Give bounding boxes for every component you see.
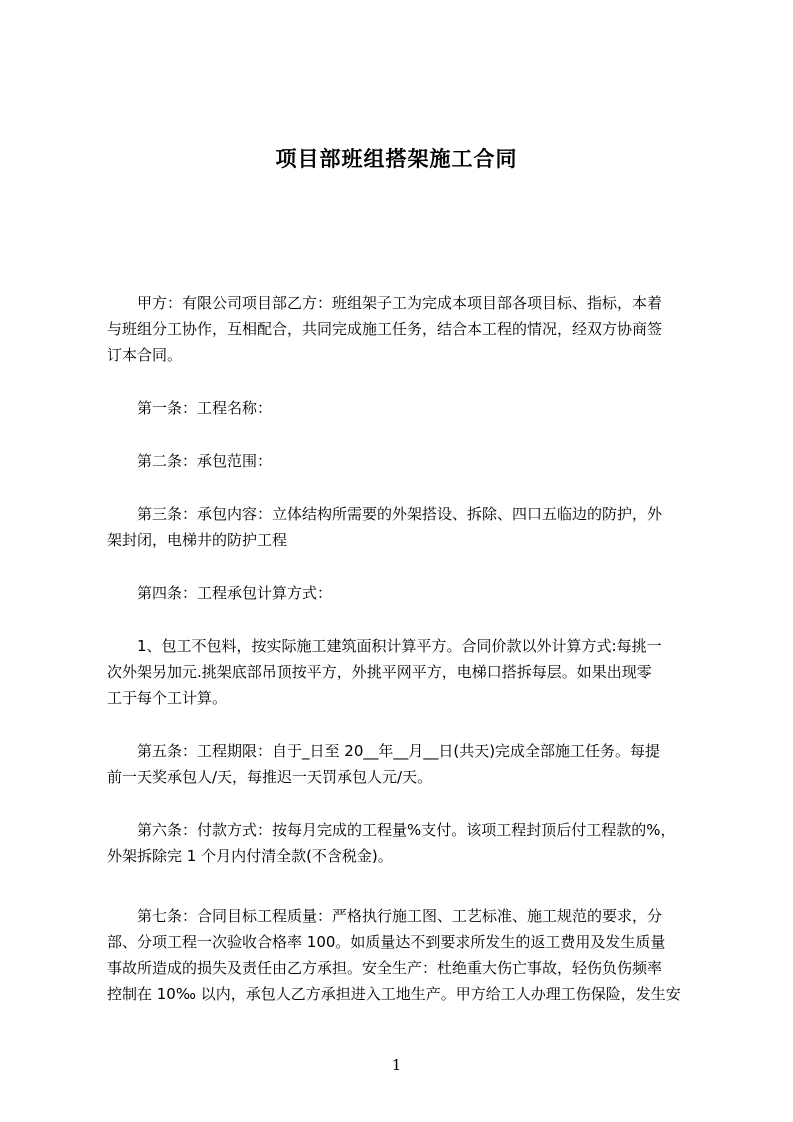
paragraph-line: 与班组分工协作，互相配合，共同完成施工任务，结合本工程的情况，经双方协商签: [107, 320, 663, 338]
paragraph-clause-1: [107, 633, 699, 711]
paragraph-line: 1、包工不包料，按实际施工建筑面积计算平方。合同价款以外计算方式:每挑一: [107, 637, 662, 655]
paragraph-line: 架封闭，电梯井的防护工程: [107, 531, 288, 549]
paragraph-article-4: [107, 580, 699, 606]
paragraph-line: 第四条：工程承包计算方式：: [107, 584, 333, 602]
paragraph-article-1: [107, 395, 699, 421]
paragraph-line: 第七条：合同目标工程质量：严格执行施工图、工艺标准、施工规范的要求，分: [107, 907, 663, 925]
paragraph-article-3: [107, 501, 699, 553]
paragraph-line: 第三条：承包内容：立体结构所需要的外架搭设、拆除、四口五临边的防护，外: [107, 505, 663, 523]
paragraph-article-5: [107, 738, 699, 790]
document-title: 项目部班组搭架施工合同: [275, 147, 518, 171]
paragraph-line: 订本合同。: [107, 346, 183, 364]
paragraph-article-6: [107, 817, 699, 869]
paragraph-article-2: [107, 448, 699, 474]
paragraph-line: 工于每个工计算。: [107, 689, 228, 707]
paragraph-line: 第二条：承包范围：: [107, 452, 273, 470]
paragraph-line: 第六条：付款方式：按每月完成的工程量%支付。该项工程封顶后付工程款的%，: [107, 821, 676, 839]
paragraph-line: 事故所造成的损失及责任由乙方承担。安全生产：杜绝重大伤亡事故，轻伤负伤频率: [107, 959, 663, 977]
paragraph-parties: [107, 290, 699, 368]
paragraph-line: 控制在 10‰ 以内，承包人乙方承担进入工地生产。甲方给工人办理工伤保险，发生安: [107, 985, 681, 1003]
paragraph-line: 外架拆除完 1 个月内付清全款(不含税金)。: [107, 847, 393, 865]
page-number: 1: [391, 1056, 402, 1074]
paragraph-line: 前一天奖承包人/天，每推迟一天罚承包人元/天。: [107, 768, 433, 786]
paragraph-line: 部、分项工程一次验收合格率 100。如质量达不到要求所发生的返工费用及发生质量: [107, 933, 666, 951]
paragraph-line: 第五条：工程期限：自于_日至 20__年__月__日(共天)完成全部施工任务。每提: [107, 742, 661, 760]
paragraph-line: 次外架另加元.挑架底部吊顶按平方，外挑平网平方，电梯口搭拆每层。如果出现零: [107, 663, 652, 681]
paragraph-article-7: [107, 903, 699, 1007]
paragraph-line: 甲方：有限公司项目部乙方：班组架子工为完成本项目部各项目标、指标，本着: [107, 294, 663, 312]
paragraph-line: 第一条：工程名称：: [107, 399, 273, 417]
